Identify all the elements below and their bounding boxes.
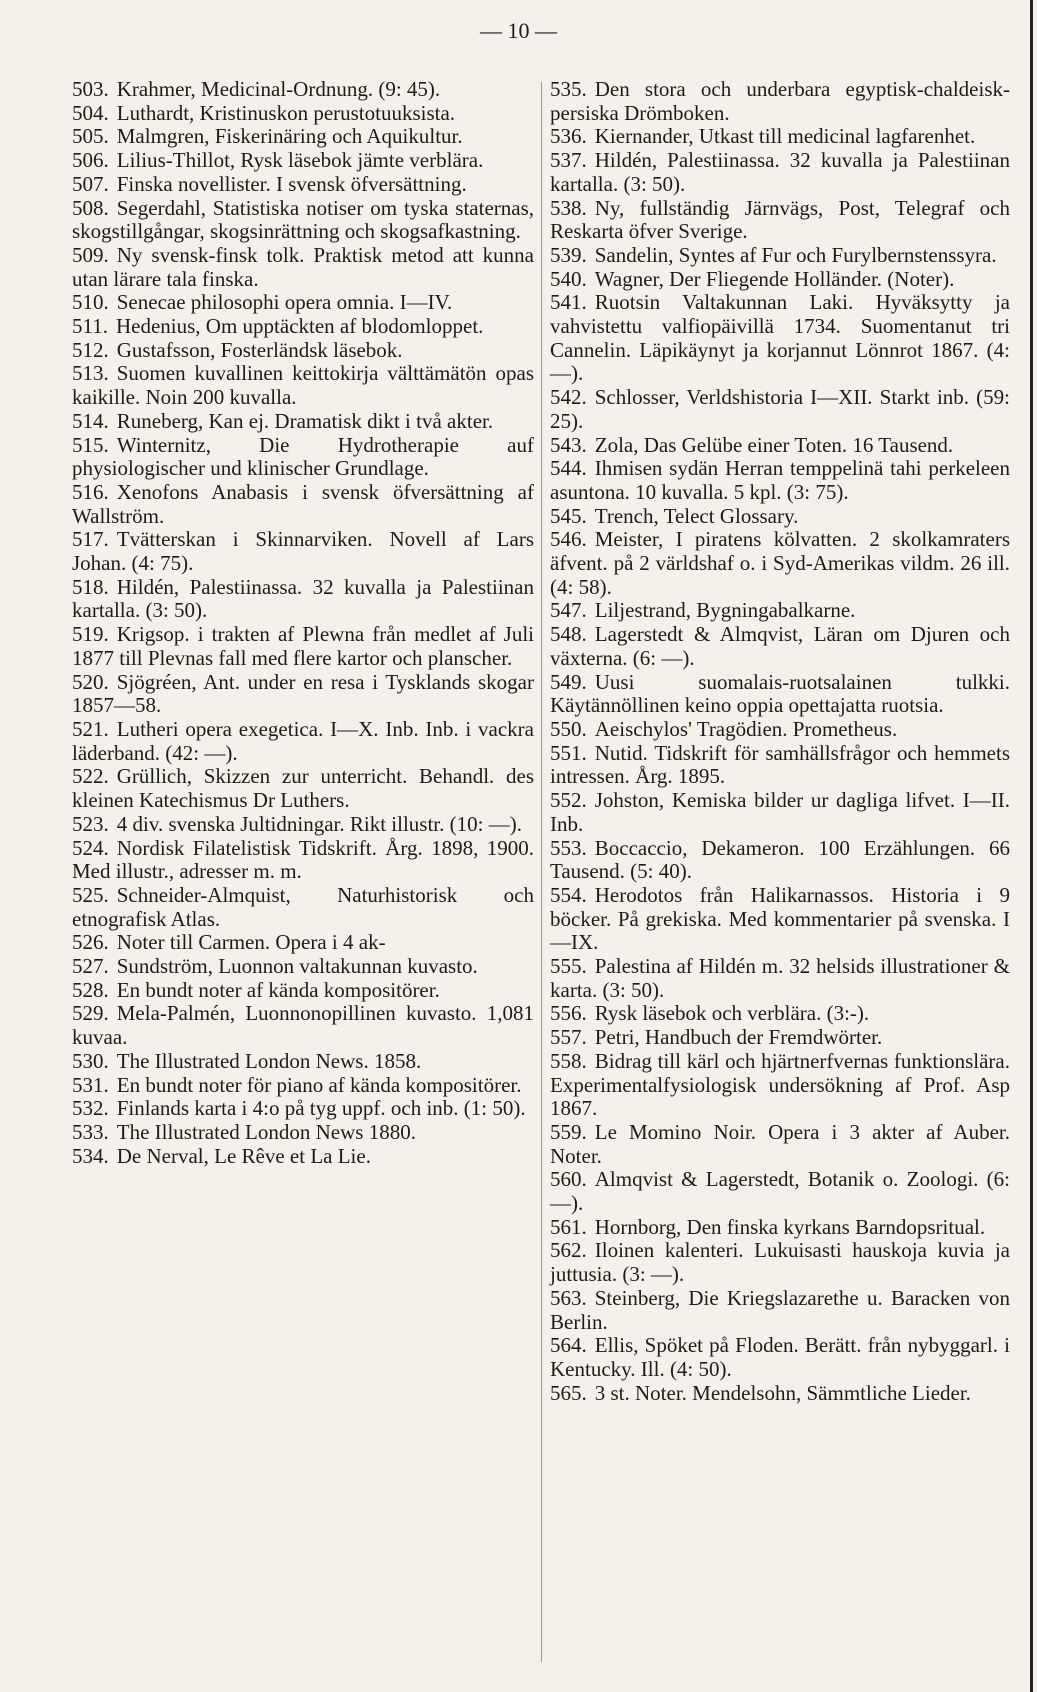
catalog-entry (72, 1145, 534, 1169)
entry-number: 546. (550, 527, 587, 552)
entry-text: Meister, I piratens kölvatten. 2 skolkamraters äfvent. på 2 världshaf o. i Syd-Amerikas vildm. 26 ill. (4: 58). (550, 527, 1010, 599)
entry-number: 539. (550, 242, 587, 267)
catalog-entry (72, 434, 534, 481)
catalog-entry (550, 1382, 1010, 1406)
catalog-entry (72, 197, 534, 244)
entry-text: Winternitz, Die Hydrotherapie auf physiologischer und klinischer Grundlage. (72, 432, 534, 481)
entry-number: 536. (550, 124, 587, 149)
right-column (550, 78, 1010, 1405)
entry-text: Kiernander, Utkast till medicinal lagfarenhet. (594, 124, 976, 149)
catalog-entry (72, 410, 534, 434)
entry-number: 530. (72, 1048, 109, 1073)
entry-text: Petri, Handbuch der Fremdwörter. (594, 1025, 883, 1050)
entry-text: Segerdahl, Statistiska notiser om tyska staternas, skogstillgångar, skogsinrättning och skogsafkastning. (72, 195, 534, 244)
entry-text: Krigsop. i trakten af Plewna från medlet af Juli 1877 till Plevnas fall med flere kartor och planscher. (72, 622, 534, 670)
entry-number: 540. (550, 266, 587, 291)
catalog-entry (550, 955, 1010, 1002)
entry-text: Wagner, Der Fliegende Holländer. (Noter). (594, 266, 955, 291)
entry-text: Uusi suomalais-ruotsalainen tulkki. Käytännöllinen keino oppia opettajatta ruotsia. (550, 669, 1010, 718)
catalog-entry (72, 1002, 534, 1049)
entry-number: 532. (72, 1096, 109, 1121)
entry-text: Hildén, Palestiinassa. 32 kuvalla ja Palestiinan kartalla. (3: 50). (72, 574, 534, 623)
catalog-entry (550, 528, 1010, 599)
catalog-entry (550, 291, 1010, 386)
entry-text: Hornborg, Den finska kyrkans Barndopsritual. (594, 1214, 986, 1239)
entry-number: 525. (72, 882, 109, 907)
entry-text: En bundt noter af kända kompositörer. (116, 977, 440, 1002)
entry-number: 511. (72, 314, 108, 339)
entry-text: Palestina af Hildén m. 32 helsids illustrationer & karta. (3: 50). (550, 954, 1010, 1002)
catalog-entry (550, 1334, 1010, 1381)
entry-text: Aeischylos' Tragödien. Prometheus. (594, 716, 898, 741)
entry-number: 550. (550, 716, 587, 741)
catalog-entry (72, 481, 534, 528)
entry-number: 560. (550, 1167, 587, 1192)
catalog-entry (72, 1050, 534, 1074)
entry-number: 529. (72, 1001, 109, 1026)
entry-number: 521. (72, 716, 109, 741)
catalog-entry (72, 1097, 534, 1121)
entry-number: 553. (550, 835, 587, 860)
entry-number: 542. (550, 385, 587, 410)
catalog-entry (550, 197, 1010, 244)
catalog-entry (550, 1287, 1010, 1334)
catalog-entry (72, 339, 534, 363)
entry-text: Den stora och underbara egyptisk-chaldeisk-persiska Drömboken. (550, 77, 1010, 125)
entry-text: De Nerval, Le Rêve et La Lie. (116, 1143, 371, 1168)
catalog-entry (72, 78, 534, 102)
catalog-entry (72, 102, 534, 126)
catalog-entry (72, 979, 534, 1003)
entry-number: 551. (550, 740, 587, 765)
entry-number: 564. (550, 1333, 587, 1358)
catalog-entry (550, 457, 1010, 504)
entry-number: 552. (550, 788, 587, 813)
entry-number: 533. (72, 1119, 109, 1144)
entry-text: Xenofons Anabasis i svensk öfversättning af Wallström. (72, 479, 534, 528)
entry-text: Sandelin, Syntes af Fur och Furylbernstenssyra. (594, 242, 997, 267)
entry-number: 508. (72, 195, 109, 220)
entry-text: Mela-Palmén, Luonnonopillinen kuvasto. 1,081 kuvaa. (72, 1001, 534, 1050)
catalog-entry (550, 505, 1010, 529)
entry-text: 4 div. svenska Jultidningar. Rikt illustr. (10: —). (116, 811, 522, 836)
catalog-entry (550, 742, 1010, 789)
catalog-entry (72, 931, 534, 955)
entry-text: Steinberg, Die Kriegslazarethe u. Baracken von Berlin. (550, 1285, 1010, 1334)
entry-text: Lagerstedt & Almqvist, Läran om Djuren och växterna. (6: —). (550, 622, 1010, 670)
catalog-entry (72, 623, 534, 670)
entry-number: 505. (72, 124, 109, 149)
catalog-entry (550, 837, 1010, 884)
entry-number: 510. (72, 290, 109, 315)
entry-number: 534. (72, 1143, 109, 1168)
catalog-entry (550, 789, 1010, 836)
entry-text: Iloinen kalenteri. Lukuisasti hauskoja kuvia ja juttusia. (3: —). (550, 1238, 1010, 1287)
entry-text: Krahmer, Medicinal-Ordnung. (9: 45). (116, 77, 441, 101)
entry-number: 514. (72, 408, 109, 433)
catalog-entry (550, 1168, 1010, 1215)
entry-text: Boccaccio, Dekameron. 100 Erzählungen. 66 Tausend. (5: 40). (550, 835, 1010, 884)
entry-text: Ruotsin Valtakunnan Laki. Hyväksytty ja vahvistettu valfiopäivillä 1734. Suomentanut tri Cannelin. Läpikäynyt ja korjannut Lönnrot 1867. (4: —). (550, 290, 1010, 386)
catalog-entry (550, 78, 1010, 125)
catalog-entry (72, 149, 534, 173)
entry-number: 524. (72, 835, 109, 860)
entry-text: Gustafsson, Fosterländsk läsebok. (116, 337, 403, 362)
catalog-entry (550, 386, 1010, 433)
catalog-entry (550, 1050, 1010, 1121)
entry-number: 509. (72, 242, 109, 267)
catalog-entry (550, 671, 1010, 718)
entry-text: Johston, Kemiska bilder ur dagliga lifvet. I—II. Inb. (550, 788, 1010, 836)
catalog-entry (550, 149, 1010, 196)
entry-text: The Illustrated London News. 1858. (116, 1048, 422, 1073)
entry-text: Ny svensk-finsk tolk. Praktisk metod att kunna utan lärare tala finska. (72, 242, 534, 291)
entry-text: Tvätterskan i Skinnarviken. Novell af Lars Johan. (4: 75). (72, 527, 534, 576)
catalog-entry (550, 884, 1010, 955)
entry-number: 555. (550, 954, 587, 979)
entry-text: Sundström, Luonnon valtakunnan kuvasto. (116, 954, 478, 979)
entry-text: Grüllich, Skizzen zur unterricht. Behandl. des kleinen Katechismus Dr Luthers. (72, 764, 534, 813)
entry-text: Liljestrand, Bygningabalkarne. (594, 598, 856, 623)
catalog-entry (550, 1002, 1010, 1026)
entry-number: 558. (550, 1048, 587, 1073)
entry-number: 549. (550, 669, 587, 694)
entry-number: 538. (550, 195, 587, 220)
catalog-entry (550, 1239, 1010, 1286)
catalog-entry (72, 765, 534, 812)
entry-number: 522. (72, 764, 109, 789)
entry-text: Zola, Das Gelübe einer Toten. 16 Tausend. (594, 432, 954, 457)
catalog-entry (550, 1216, 1010, 1240)
entry-number: 541. (550, 290, 587, 315)
entry-number: 528. (72, 977, 109, 1002)
entry-text: Hedenius, Om upptäckten af blodomloppet. (115, 314, 484, 339)
catalog-entry (72, 884, 534, 931)
catalog-entry (550, 623, 1010, 670)
entry-text: Finska novellister. I svensk öfversättning. (116, 171, 467, 196)
entry-number: 531. (72, 1072, 109, 1097)
entry-text: Nordisk Filatelistisk Tidskrift. Årg. 1898, 1900. Med illustr., adresser m. m. (72, 835, 534, 884)
catalog-entry (72, 173, 534, 197)
entry-number: 504. (72, 100, 109, 125)
entry-text: Suomen kuvallinen keittokirja välttämätön opas kaikille. Noin 200 kuvalla. (72, 361, 534, 410)
entry-text: Nutid. Tidskrift för samhällsfrågor och hemmets intressen. Årg. 1895. (550, 740, 1010, 789)
entry-number: 527. (72, 954, 109, 979)
entry-text: Le Momino Noir. Opera i 3 akter af Auber. Noter. (550, 1119, 1010, 1168)
entry-number: 507. (72, 171, 109, 196)
entry-number: 563. (550, 1285, 587, 1310)
entry-text: Schlosser, Verldshistoria I—XII. Starkt inb. (59: 25). (550, 385, 1010, 433)
entry-text: Schneider-Almquist, Naturhistorisk och etnografisk Atlas. (72, 882, 534, 931)
entry-text: Almqvist & Lagerstedt, Botanik o. Zoologi. (6: —). (550, 1167, 1010, 1216)
column-divider (541, 82, 542, 1662)
entry-number: 517. (72, 527, 109, 552)
entry-text: Rysk läsebok och verblära. (3:-). (594, 1001, 870, 1026)
entry-number: 562. (550, 1238, 587, 1263)
entry-number: 512. (72, 337, 109, 362)
catalog-entry (72, 955, 534, 979)
entry-text: Noter till Carmen. Opera i 4 ak- (116, 930, 386, 955)
catalog-entry (72, 125, 534, 149)
catalog-entry (72, 837, 534, 884)
entry-number: 547. (550, 598, 587, 623)
entry-text: Malmgren, Fiskerinäring och Aquikultur. (116, 124, 463, 149)
entry-text: Herodotos från Halikarnassos. Historia i 9 böcker. På grekiska. Med kommentarier på svenska. I—IX. (550, 882, 1010, 955)
entry-number: 520. (72, 669, 109, 694)
entry-text: 3 st. Noter. Mendelsohn, Sämmtliche Lieder. (594, 1380, 971, 1405)
catalog-entry (550, 599, 1010, 623)
entry-text: Finlands karta i 4:o på tyg uppf. och inb. (1: 50). (116, 1096, 526, 1121)
entry-number: 518. (72, 574, 109, 599)
catalog-entry (72, 291, 534, 315)
entry-number: 557. (550, 1025, 587, 1050)
entry-text: Lutheri opera exegetica. I—X. Inb. Inb. i vackra läderband. (42: —). (72, 716, 534, 765)
entry-text: Ny, fullständig Järnvägs, Post, Telegraf och Reskarta öfver Sverige. (550, 195, 1010, 244)
entry-number: 515. (72, 432, 109, 457)
catalog-entry (550, 718, 1010, 742)
catalog-entry (72, 718, 534, 765)
catalog-entry (72, 576, 534, 623)
entry-number: 516. (72, 479, 109, 504)
entry-number: 513. (72, 361, 109, 386)
entry-number: 543. (550, 432, 587, 457)
catalog-entry (550, 434, 1010, 458)
page-edge (1030, 0, 1033, 1692)
entry-text: Bidrag till kärl och hjärtnerfvernas funktionslära. Experimentalfysiologisk undersökning af Prof. Asp 1867. (550, 1048, 1010, 1121)
entry-number: 519. (72, 622, 109, 647)
catalog-entry (550, 268, 1010, 292)
entry-text: En bundt noter för piano af kända kompositörer. (116, 1072, 522, 1097)
catalog-entry (550, 1026, 1010, 1050)
entry-text: Senecae philosophi opera omnia. I—IV. (116, 290, 453, 315)
entry-number: 503. (72, 77, 109, 101)
entry-number: 565. (550, 1380, 587, 1405)
entry-text: Luthardt, Kristinuskon perustotuuksista. (116, 100, 456, 125)
entry-number: 526. (72, 930, 109, 955)
catalog-entry (72, 315, 534, 339)
catalog-entry (72, 1074, 534, 1098)
catalog-entry (72, 244, 534, 291)
catalog-entry (72, 362, 534, 409)
entry-text: Ellis, Spöket på Floden. Berätt. från nybyggarl. i Kentucky. Ill. (4: 50). (550, 1333, 1010, 1381)
entry-text: Lilius-Thillot, Rysk läsebok jämte verblära. (116, 148, 484, 173)
entry-number: 559. (550, 1119, 587, 1144)
entry-number: 548. (550, 622, 587, 647)
catalog-entry (72, 671, 534, 718)
catalog-entry (550, 1121, 1010, 1168)
catalog-entry (72, 1121, 534, 1145)
entry-number: 556. (550, 1001, 587, 1026)
entry-number: 554. (550, 882, 587, 907)
page-number: — 10 — (480, 18, 557, 43)
entry-number: 544. (550, 456, 587, 481)
catalog-entry (72, 528, 534, 575)
entry-number: 545. (550, 503, 587, 528)
catalog-entry (550, 244, 1010, 268)
entry-text: Hildén, Palestiinassa. 32 kuvalla ja Palestiinan kartalla. (3: 50). (550, 148, 1010, 196)
entry-text: The Illustrated London News 1880. (116, 1119, 416, 1144)
entry-number: 535. (550, 77, 587, 101)
catalog-entry (550, 125, 1010, 149)
left-column (72, 78, 534, 1168)
entry-text: Ihmisen sydän Herran temppelinä tahi perkeleen asuntona. 10 kuvalla. 5 kpl. (3: 75). (550, 456, 1010, 504)
catalog-entry (72, 813, 534, 837)
entry-number: 537. (550, 148, 587, 173)
entry-number: 523. (72, 811, 109, 836)
entry-text: Trench, Telect Glossary. (594, 503, 799, 528)
entry-text: Runeberg, Kan ej. Dramatisk dikt i två akter. (116, 408, 494, 433)
entry-number: 561. (550, 1214, 587, 1239)
entry-text: Sjögréen, Ant. under en resa i Tysklands skogar 1857—58. (72, 669, 534, 718)
entry-number: 506. (72, 148, 109, 173)
